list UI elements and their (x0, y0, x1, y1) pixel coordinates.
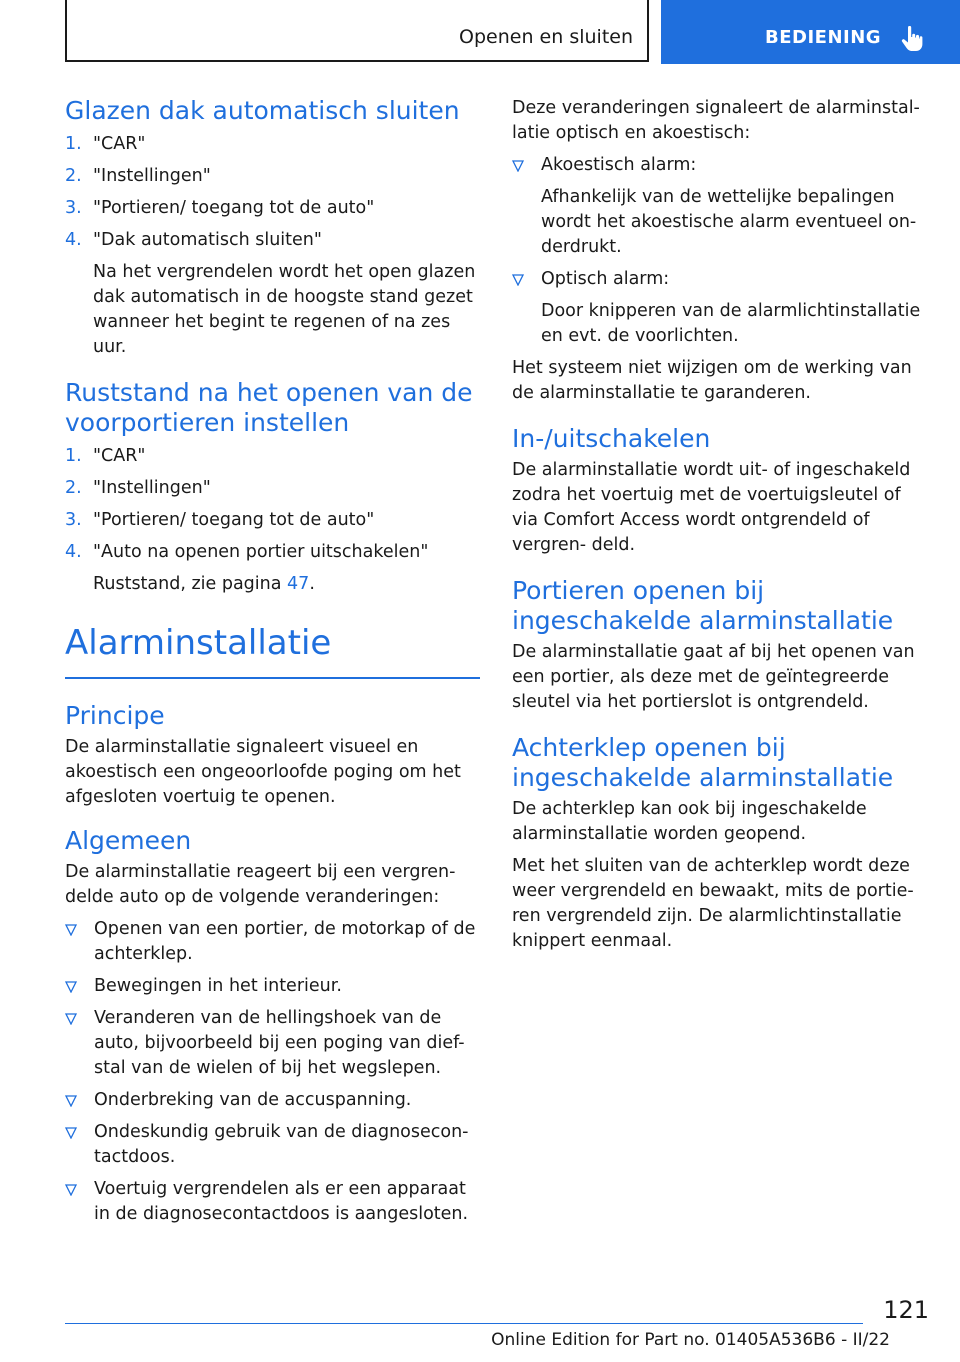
step-number: 2. (65, 166, 82, 186)
list-item (65, 228, 480, 253)
heading-in-uitschakelen: In-/uitschakelen (512, 424, 711, 453)
triangle-bullet-icon (65, 1095, 77, 1107)
heading-ruststand: Ruststand na het openen van de voorportieren instellen (65, 378, 473, 437)
paragraph: De alarminstallatie signaleert visueel en akoestisch een ongeoorloofde poging om het afgesloten voertuig te openen. (65, 737, 461, 807)
page-reference-link[interactable]: 47 (287, 574, 310, 594)
note-suffix: . (309, 574, 315, 594)
footer-edition: Online Edition for Part no. 01405A536B6 - II/22 (491, 1330, 890, 1350)
page-number: 121 (883, 1296, 929, 1324)
bullet-text: Optisch alarm: (541, 269, 670, 289)
paragraph: Deze veranderingen signaleert de alarminstal- latie optisch en akoestisch: (512, 98, 920, 143)
list-item (65, 132, 480, 157)
heading-glazen-dak: Glazen dak automatisch sluiten (65, 96, 460, 125)
list-item (65, 508, 480, 533)
steps-glazen-dak (65, 132, 480, 253)
left-column (65, 96, 480, 1227)
step-text: "Dak automatisch sluiten" (93, 230, 322, 250)
bullet-text: Veranderen van de hellingshoek van de auto, bijvoorbeeld bij een poging van dief- stal van de wielen of bij het wegslepen. (94, 1008, 465, 1078)
list-item (512, 267, 930, 292)
step-number: 2. (65, 478, 82, 498)
step-text: "CAR" (93, 446, 146, 466)
step-number: 3. (65, 198, 82, 218)
footer-rule (65, 1323, 863, 1324)
list-item (65, 974, 480, 999)
bullet-list (65, 917, 480, 1227)
step-text: "Instellingen" (93, 166, 211, 186)
list-item (65, 1177, 480, 1227)
triangle-bullet-icon (65, 1127, 77, 1139)
list-item (65, 164, 480, 189)
triangle-bullet-icon (65, 981, 77, 993)
paragraph: De alarminstallatie reageert bij een vergren- delde auto op de volgende veranderingen: (65, 862, 456, 907)
heading-algemeen: Algemeen (65, 826, 192, 855)
section-title: Openen en sluiten (459, 26, 633, 48)
bullet-list (512, 153, 930, 178)
triangle-bullet-icon (512, 160, 524, 172)
paragraph: De alarminstallatie gaat af bij het openen van een portier, als deze met de geïntegreerde sleutel via het portierslot is ontgrendeld. (512, 642, 915, 712)
list-item (65, 196, 480, 221)
list-item (65, 444, 480, 469)
step-note (65, 572, 480, 597)
step-text: "Portieren/ toegang tot de auto" (93, 510, 375, 530)
hand-pointer-icon (899, 26, 923, 52)
list-item (65, 1006, 480, 1081)
bullet-list (512, 267, 930, 292)
right-column (512, 96, 930, 954)
paragraph: Met het sluiten van de achterklep wordt deze weer vergrendeld en bewaakt, mits de portie- ren vergrendeld zijn. De alarmlichtinstallatie knippert eenmaal. (512, 856, 914, 951)
bullet-text: Openen van een portier, de motorkap of de achterklep. (94, 919, 476, 964)
heading-achterklep-openen: Achterklep openen bij ingeschakelde alarminstallatie (512, 733, 894, 792)
step-text: "CAR" (93, 134, 146, 154)
list-item (65, 1120, 480, 1170)
steps-ruststand (65, 444, 480, 565)
bullet-text: Akoestisch alarm: (541, 155, 697, 175)
step-text: "Portieren/ toegang tot de auto" (93, 198, 375, 218)
heading-principe: Principe (65, 701, 165, 730)
list-item (65, 540, 480, 565)
list-item (65, 917, 480, 967)
step-number: 4. (65, 230, 82, 250)
bullet-text: Ondeskundig gebruik van de diagnosecon- tactdoos. (94, 1122, 469, 1167)
paragraph: De achterklep kan ook bij ingeschakelde alarminstallatie worden geopend. (512, 799, 867, 844)
bullet-note: Door knipperen van de alarmlichtinstallatie en evt. de voorlichten. (541, 301, 921, 346)
step-number: 3. (65, 510, 82, 530)
section-header-box (65, 0, 649, 62)
note-text: Ruststand, zie pagina (93, 574, 288, 594)
triangle-bullet-icon (65, 924, 77, 936)
bullet-text: Bewegingen in het interieur. (94, 976, 342, 996)
step-number: 1. (65, 446, 82, 466)
step-text: "Instellingen" (93, 478, 211, 498)
list-item (65, 1088, 480, 1113)
step-number: 4. (65, 542, 82, 562)
step-number: 1. (65, 134, 82, 154)
chapter-tab (661, 0, 960, 64)
chapter-label: BEDIENING (765, 27, 882, 48)
paragraph: De alarminstallatie wordt uit- of ingeschakeld zodra het voertuig met de voertuigsleutel of via Comfort Access wordt ontgrendeld of vergren- deld. (512, 460, 911, 555)
triangle-bullet-icon (65, 1013, 77, 1025)
triangle-bullet-icon (65, 1184, 77, 1196)
heading-portieren-openen: Portieren openen bij ingeschakelde alarminstallatie (512, 576, 894, 635)
bullet-text: Voertuig vergrendelen als er een apparaat in de diagnosecontactdoos is aangesloten. (94, 1179, 469, 1224)
list-item (512, 153, 930, 178)
chapter-heading-alarminstallatie: Alarminstallatie (65, 623, 332, 663)
paragraph: Het systeem niet wijzigen om de werking van de alarminstallatie te garanderen. (512, 358, 912, 403)
step-note: Na het vergrendelen wordt het open glazen dak automatisch in de hoogste stand gezet wanneer het begint te regenen of na zes uur. (93, 262, 476, 357)
bullet-text: Onderbreking van de accuspanning. (94, 1090, 412, 1110)
bullet-note: Afhankelijk van de wettelijke bepalingen wordt het akoestische alarm eventueel on- derdrukt. (541, 187, 917, 257)
list-item (65, 476, 480, 501)
page-header (65, 0, 960, 66)
heading-rule (65, 677, 480, 679)
triangle-bullet-icon (512, 274, 524, 286)
step-text: "Auto na openen portier uitschakelen" (93, 542, 429, 562)
